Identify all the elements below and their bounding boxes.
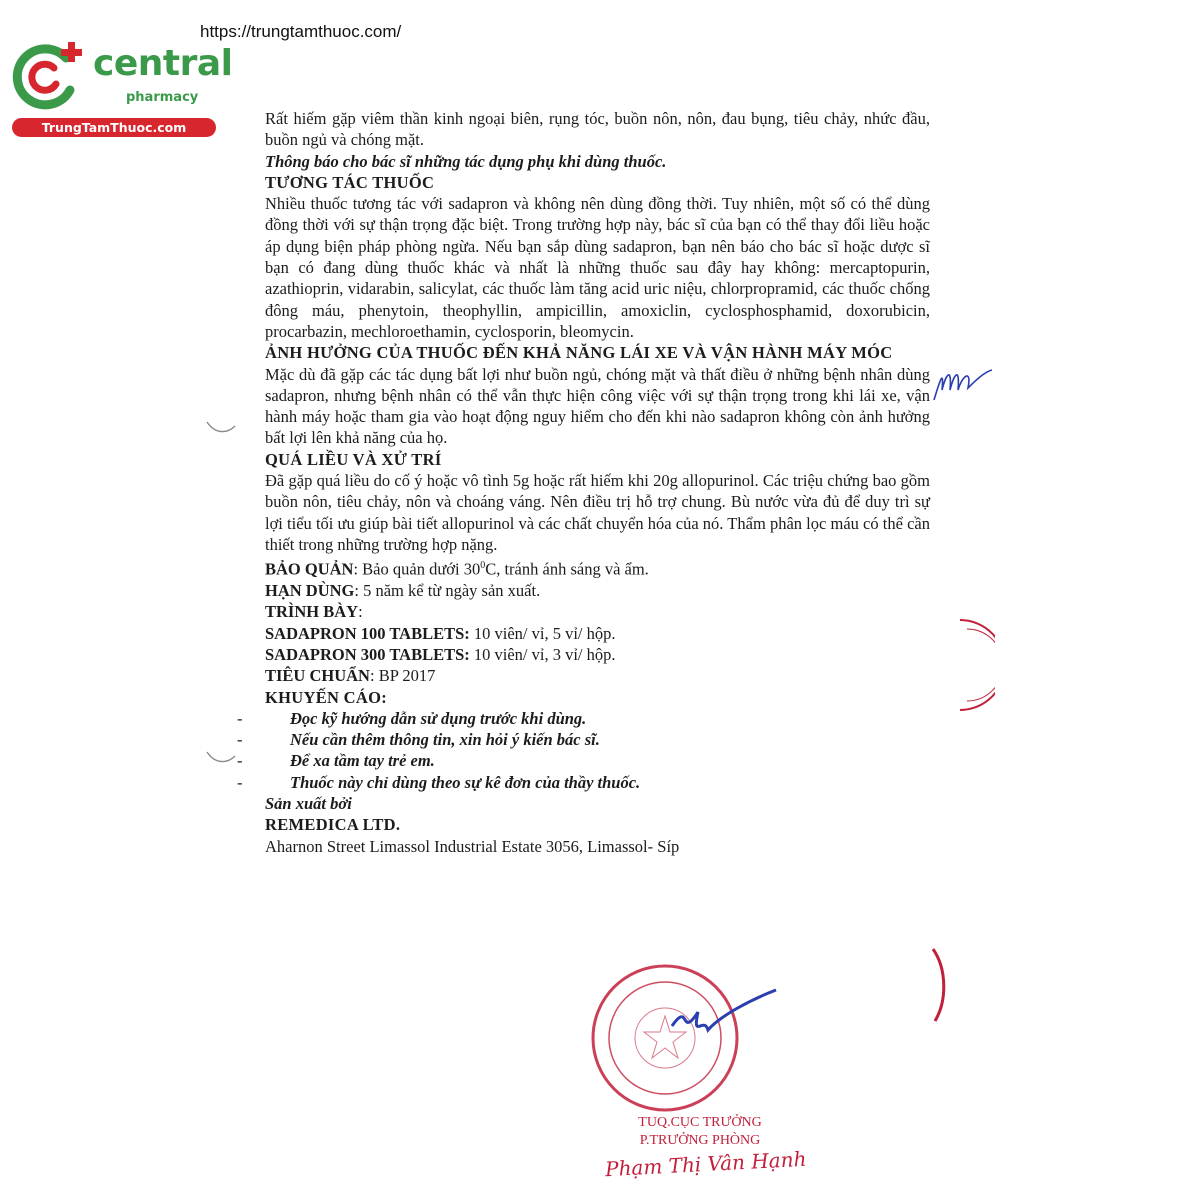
overdose-text: Đã gặp quá liều do cố ý hoặc vô tình 5g hoặc rất hiếm khi 20g allopurinol. Các triệu chứng bao gồm buồn nôn, tiêu chảy, nôn và choáng váng. Nên điều trị hỗ trợ chung. Bù nước vừa đủ để duy trì sự lợi tiểu tối ưu giúp bài tiết allopurinol và các chất chuyển hóa của nó. Thẩm phân lọc máu có thể cần thiết trong những trường hợp nặng.	[265, 471, 930, 554]
overdose-heading: QUÁ LIỀU VÀ XỬ TRÍ	[265, 449, 442, 469]
stamp-signature-block	[620, 1114, 780, 1150]
pack-100-line	[265, 623, 930, 644]
signer-name: Phạm Thị Vân Hạnh	[604, 1146, 807, 1182]
source-url[interactable]: https://trungtamthuoc.com/	[200, 22, 402, 41]
standard-line	[265, 665, 930, 686]
logo-brand-subtitle: pharmacy	[126, 90, 199, 105]
driving-heading: ẢNH HƯỞNG CỦA THUỐC ĐẾN KHẢ NĂNG LÁI XE VÀ VẬN HÀNH MÁY MÓC	[265, 343, 893, 363]
shelf-life-text: : 5 năm kể từ ngày sản xuất.	[354, 581, 541, 601]
dash-mark: -	[237, 708, 243, 728]
warning-item	[237, 772, 930, 793]
crease-mark-icon	[205, 748, 237, 768]
stamp-line-2: P.TRƯỞNG PHÒNG	[639, 1133, 761, 1148]
warning-item	[237, 750, 930, 771]
standard-label: TIÊU CHUẨN	[265, 666, 370, 686]
crease-mark-icon	[205, 418, 237, 438]
presentation-label: TRÌNH BÀY	[265, 602, 359, 622]
stamp-line-1: TUQ.CỤC TRƯỞNG	[638, 1115, 762, 1130]
manufacturer-intro: Sản xuất bởi	[265, 794, 352, 813]
warning-text: Để xa tầm tay trẻ em.	[290, 751, 435, 771]
logo-brand-name: central	[93, 43, 233, 84]
dash-mark: -	[237, 772, 243, 792]
manufacturer-address: Aharnon Street Limassol Industrial Estate 3056, Limassol- Síp	[265, 836, 680, 856]
central-pharmacy-logo[interactable]	[8, 38, 233, 138]
warning-text: Nếu cần thêm thông tin, xin hỏi ý kiến bác sĩ.	[290, 730, 600, 750]
storage-label: BẢO QUẢN	[265, 559, 354, 579]
interactions-text: Nhiều thuốc tương tác với sadapron và không nên dùng đồng thời. Tuy nhiên, một số có thể dùng đồng thời với sự thận trọng đặc biệt. Trong trường hợp này, bác sĩ của bạn có thể thay đổi liều hoặc áp dụng biện pháp phòng ngừa. Nếu bạn sắp dùng sadapron, bạn nên báo cho bác sĩ hoặc dược sĩ bạn có đang dùng thuốc khác và nhất là những thuốc sau đây hay không: mercaptopurin, azathioprin, vidarabin, salicylat, các thuốc làm tăng acid uric niệu, chlorpropramid, các thuốc chống đông máu, phenytoin, theophyllin, ampicillin, amoxiclin, cyclosphosphamid, doxorubicin, procarbazin, mechloroethamin, cyclosporin, bleomycin.	[265, 194, 930, 341]
logo-mark-icon	[8, 38, 98, 118]
standard-text: : BP 2017	[369, 666, 436, 686]
storage-line	[265, 555, 930, 580]
presentation-line	[265, 601, 930, 622]
pack-300-label: SADAPRON 300 TABLETS:	[265, 644, 470, 664]
pack-100-text: 10 viên/ vỉ, 5 vỉ/ hộp.	[469, 623, 616, 643]
initials-scribble-icon	[928, 360, 998, 410]
leaflet-body	[237, 108, 930, 857]
warning-text: Thuốc này chỉ dùng theo sự kê đơn của thầy thuốc.	[290, 772, 641, 792]
dash-mark: -	[237, 751, 243, 771]
shelf-life-line	[265, 580, 930, 601]
interactions-heading: TƯƠNG TÁC THUỐC	[265, 172, 435, 192]
warning-item	[237, 729, 930, 750]
stamp-arc-icon	[925, 945, 955, 1025]
storage-degree: 0	[480, 560, 486, 572]
logo-banner: TrungTamThuoc.com	[12, 118, 216, 137]
side-effects-notice: Thông báo cho bác sĩ những tác dụng phụ khi dùng thuốc.	[265, 151, 667, 171]
manufacturer-name: REMEDICA LTD.	[265, 815, 401, 835]
side-effects-rare: Rất hiếm gặp viêm thần kinh ngoại biên, rụng tóc, buồn nôn, nôn, đau bụng, tiêu chảy, nhức đầu, buồn ngủ và chóng mặt.	[265, 109, 930, 150]
driving-text: Mặc dù đã gặp các tác dụng bất lợi như buồn ngủ, chóng mặt và thất điều ở những bệnh nhân dùng sadapron, nhưng bệnh nhân có thể vẫn thực hiện công việc với sự thận trọng trong khi lái xe, vận hành máy hoặc tham gia vào hoạt động nguy hiểm cho đến khi nào sadapron không còn ảnh hưởng bất lợi lên khả năng của họ.	[265, 364, 930, 448]
warning-item	[237, 708, 930, 729]
warnings-heading: KHUYẾN CÁO:	[265, 687, 388, 707]
pack-300-text: 10 viên/ vỉ, 3 vỉ/ hộp.	[469, 644, 616, 664]
pack-100-label: SADAPRON 100 TABLETS:	[265, 623, 470, 643]
warning-text: Đọc kỹ hướng dẫn sử dụng trước khi dùng.	[290, 708, 587, 728]
dash-mark: -	[237, 730, 243, 750]
partial-stamp-icon	[955, 615, 995, 715]
shelf-life-label: HẠN DÙNG	[265, 581, 355, 601]
presentation-colon: :	[358, 602, 363, 622]
storage-text-a: : Bảo quản dưới 30	[353, 559, 481, 579]
storage-text-b: C, tránh ánh sáng và ẩm.	[485, 559, 649, 579]
pack-300-line	[265, 644, 930, 665]
